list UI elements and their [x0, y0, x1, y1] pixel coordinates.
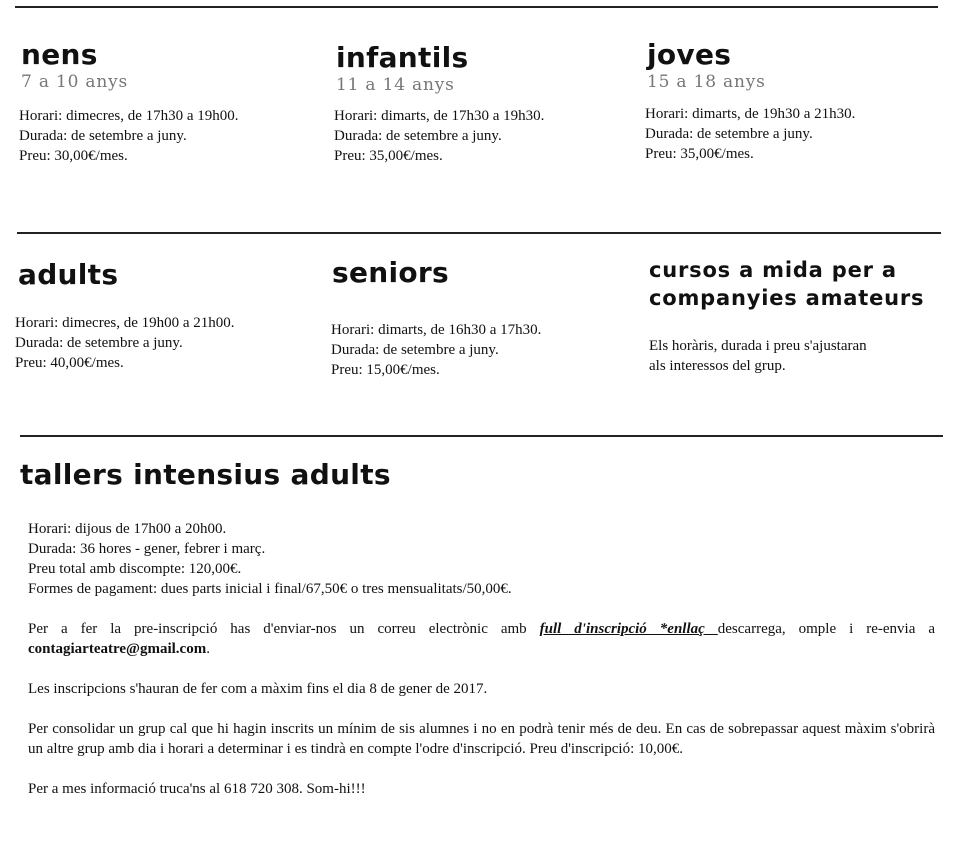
- course-info: [645, 104, 947, 164]
- duration-text: Durada: de setembre a juny.: [15, 335, 183, 351]
- price-text: Preu: 30,00€/mes.: [19, 148, 128, 164]
- duration-text: Durada: de setembre a juny.: [19, 128, 187, 144]
- schedule-text: Horari: dimarts, de 16h30 a 17h30.: [331, 322, 542, 338]
- course-card-joves: [645, 38, 947, 164]
- duration-text: Durada: de setembre a juny.: [645, 126, 813, 142]
- duration-text: Durada: de setembre a juny.: [331, 342, 499, 358]
- section-title: tallers intensius adults: [20, 458, 391, 491]
- preinscription-paragraph: [28, 619, 935, 659]
- course-title: infantils: [336, 41, 469, 74]
- schedule-text: Horari: dimarts, de 17h30 a 19h30.: [334, 108, 545, 124]
- course-info: [15, 313, 308, 373]
- course-title-line: cursos a mida per a: [649, 258, 897, 282]
- price-text: Preu: 15,00€/mes.: [331, 362, 440, 378]
- course-card-seniors: [331, 256, 622, 380]
- price-text: Preu: 40,00€/mes.: [15, 355, 124, 371]
- deadline-paragraph: Les inscripcions s'hauran de fer com a màxim fins el dia 8 de gener de 2017.: [28, 681, 488, 697]
- period: .: [206, 641, 210, 657]
- schedule-text: Horari: dimecres, de 19h00 a 21h00.: [15, 315, 235, 331]
- course-card-adults: [15, 258, 308, 373]
- course-title: [649, 256, 949, 312]
- course-info: [331, 320, 622, 380]
- course-card-cursos-a-mida: [649, 256, 949, 376]
- top-divider: [15, 6, 938, 8]
- course-title: nens: [21, 38, 98, 71]
- contact-email: contagiarteatre@gmail.com: [28, 641, 207, 657]
- preinscription-text: Per a fer la pre-inscripció has d'enviar-nos un correu electrònic amb: [28, 621, 540, 637]
- course-info: [649, 336, 949, 376]
- age-range: 11 a 14 anys: [336, 75, 455, 95]
- duration-text: Durada: 36 hores - gener, febrer i març.: [28, 541, 266, 557]
- registration-form-link[interactable]: full d'inscripció *enllaç: [539, 621, 718, 637]
- course-info: [334, 106, 626, 166]
- payment-text: Formes de pagament: dues parts inicial i final/67,50€ o tres mensualitats/50,00€.: [28, 581, 512, 597]
- price-text: Preu total amb discompte: 120,00€.: [28, 561, 242, 577]
- preinscription-text-cont: descarrega, omple i re-envia a: [717, 621, 935, 637]
- tallers-info: [28, 519, 935, 599]
- description-line: Els horàris, durada i preu s'ajustaran: [649, 338, 867, 354]
- tallers-section: [20, 458, 940, 491]
- age-range: 15 a 18 anys: [647, 72, 766, 92]
- group-info-paragraph: Per consolidar un grup cal que hi hagin inscrits un mínim de sis alumnes i no en podrà tenir més de deu. En cas de sobrepassar aquest màxim s'obrirà un altre grup amb dia i horari a determinar i es tindrà en compte l'odre d'inscripció. Preu d'inscripció: 10,00€.: [28, 721, 935, 757]
- contact-paragraph: Per a mes informació truca'ns al 618 720 308. Som-hi!!!: [28, 781, 366, 797]
- course-title: joves: [647, 38, 732, 71]
- tallers-details: [28, 519, 935, 799]
- course-info: [19, 106, 311, 166]
- course-card-infantils: [334, 41, 626, 166]
- course-title: adults: [18, 258, 119, 291]
- tallers-divider: [20, 435, 943, 437]
- course-card-nens: [19, 38, 311, 166]
- course-title-line: companyies amateurs: [649, 286, 925, 310]
- schedule-text: Horari: dimecres, de 17h30 a 19h00.: [19, 108, 239, 124]
- price-text: Preu: 35,00€/mes.: [334, 148, 443, 164]
- duration-text: Durada: de setembre a juny.: [334, 128, 502, 144]
- schedule-text: Horari: dijous de 17h00 a 20h00.: [28, 521, 227, 537]
- course-title: seniors: [332, 256, 449, 289]
- price-text: Preu: 35,00€/mes.: [645, 146, 754, 162]
- schedule-text: Horari: dimarts, de 19h30 a 21h30.: [645, 106, 856, 122]
- description-line: als interessos del grup.: [649, 358, 786, 374]
- age-range: 7 a 10 anys: [21, 72, 129, 92]
- middle-divider: [17, 232, 941, 234]
